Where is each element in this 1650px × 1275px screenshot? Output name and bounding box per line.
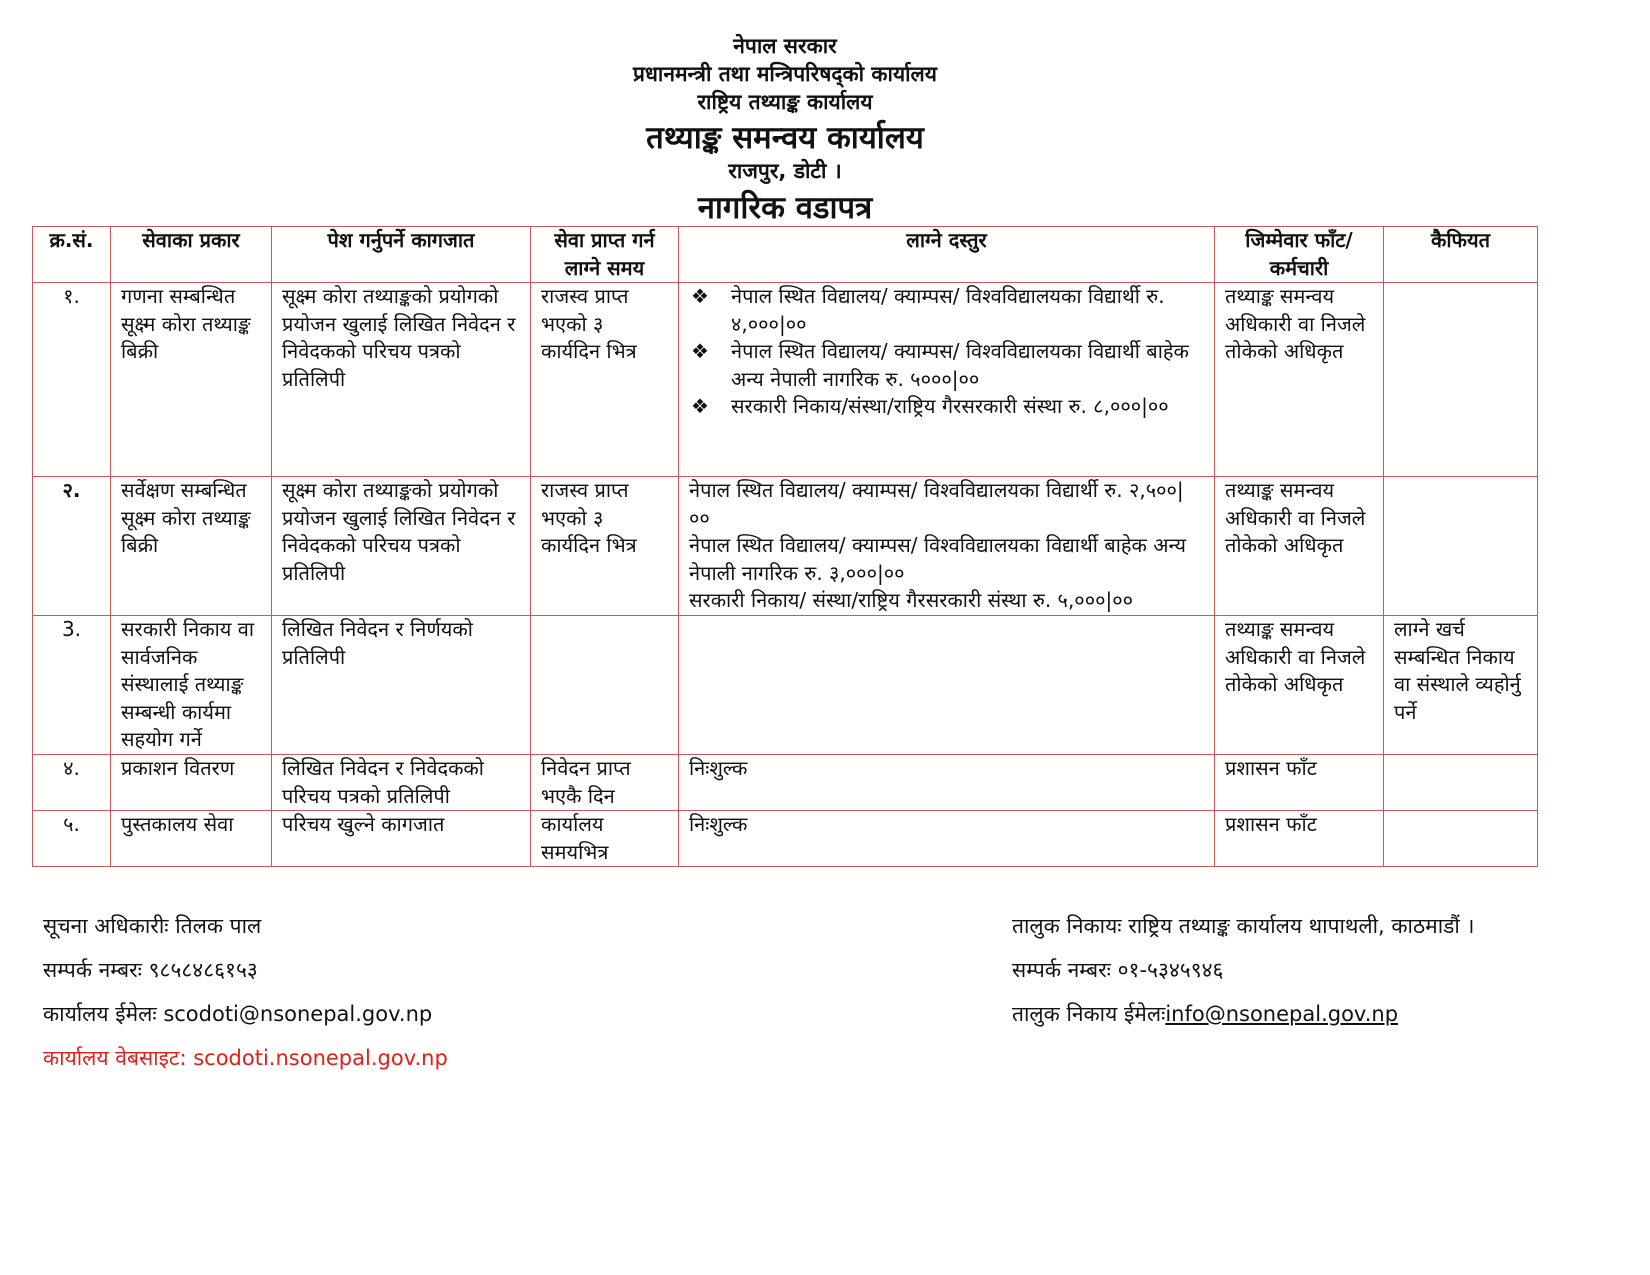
column-header: सेवाका प्रकार bbox=[111, 227, 272, 283]
fee-cell bbox=[679, 755, 1215, 811]
required-documents-cell: सूक्ष्म कोरा तथ्याङ्कको प्रयोगको प्रयोजन खुलाई लिखित निवेदन र निवेदकको परिचय पत्रको प्रतिलिपी bbox=[272, 283, 531, 477]
service-type-cell: सर्वेक्षण सम्बन्धित सूक्ष्म कोरा तथ्याङ्क बिक्री bbox=[111, 477, 272, 616]
required-documents-cell: लिखित निवेदन र निर्णयको प्रतिलिपी bbox=[272, 616, 531, 755]
fee-cell bbox=[679, 811, 1215, 867]
info-officer: सूचना अधिकारीः तिलक पाल bbox=[43, 914, 262, 938]
remarks-cell bbox=[1384, 477, 1538, 616]
ministry-name: प्रधानमन्त्री तथा मन्त्रिपरिषद्को कार्यालय bbox=[633, 62, 937, 86]
government-name: नेपाल सरकार bbox=[733, 34, 837, 58]
parent-contact: सम्पर्क नम्बरः ०१-५३४५९४६ bbox=[1012, 958, 1224, 982]
fee-item bbox=[689, 393, 1204, 421]
parent-body: तालुक निकायः राष्ट्रिय तथ्याङ्क कार्यालय थापाथली, काठमाडौं । bbox=[1012, 914, 1475, 938]
service-time-cell: निवेदन प्राप्त भएकै दिन bbox=[531, 755, 679, 811]
diamond-bullet-icon: ❖ bbox=[691, 284, 709, 308]
table-row bbox=[33, 755, 1538, 811]
department-name: राष्ट्रिय तथ्याङ्क कार्यालय bbox=[697, 90, 873, 114]
responsible-officer-cell: प्रशासन फाँट bbox=[1215, 811, 1384, 867]
office-name: तथ्याङ्क समन्वय कार्यालय bbox=[646, 120, 924, 156]
service-time-cell bbox=[531, 616, 679, 755]
serial-number-cell: ४. bbox=[33, 755, 111, 811]
office-contact: सम्पर्क नम्बरः ९८५८४८६१५३ bbox=[43, 958, 258, 982]
fee-text: निःशुल्क bbox=[689, 756, 748, 780]
service-time-cell: राजस्व प्राप्त भएको ३ कार्यदिन भित्र bbox=[531, 477, 679, 616]
table-row bbox=[33, 477, 1538, 616]
column-header: क्र.सं. bbox=[33, 227, 111, 283]
table-row bbox=[33, 616, 1538, 755]
service-type-cell: गणना सम्बन्धित सूक्ष्म कोरा तथ्याङ्क बिक्री bbox=[111, 283, 272, 477]
remarks-cell bbox=[1384, 755, 1538, 811]
service-time-cell: राजस्व प्राप्त भएको ३ कार्यदिन भित्र bbox=[531, 283, 679, 477]
fee-text: नेपाल स्थित विद्यालय/ क्याम्पस/ विश्वविद्यालयका विद्यार्थी रु. २,५००|०० bbox=[689, 478, 1184, 530]
column-header: लाग्ने दस्तुर bbox=[679, 227, 1215, 283]
service-type-cell: प्रकाशन वितरण bbox=[111, 755, 272, 811]
parent-email-line bbox=[1012, 1000, 1398, 1028]
table-header-row bbox=[33, 227, 1538, 283]
serial-number-cell: २. bbox=[33, 477, 111, 616]
fee-cell bbox=[679, 477, 1215, 616]
required-documents-cell: परिचय खुल्ने कागजात bbox=[272, 811, 531, 867]
remarks-cell: लाग्ने खर्च सम्बन्धित निकाय वा संस्थाले व्यहोर्नु पर्ने bbox=[1384, 616, 1538, 755]
office-website-link[interactable]: कार्यालय वेबसाइट: scodoti.nsonepal.gov.np bbox=[43, 1046, 448, 1070]
fee-text: सरकारी निकाय/संस्था/राष्ट्रिय गैरसरकारी संस्था रु. ८,०००|०० bbox=[731, 394, 1169, 418]
remarks-cell bbox=[1384, 283, 1538, 477]
service-time-cell: कार्यालय समयभित्र bbox=[531, 811, 679, 867]
responsible-officer-cell: तथ्याङ्क समन्वय अधिकारी वा निजले तोकेको अधिकृत bbox=[1215, 477, 1384, 616]
responsible-officer-cell: तथ्याङ्क समन्वय अधिकारी वा निजले तोकेको अधिकृत bbox=[1215, 616, 1384, 755]
serial-number-cell: १. bbox=[33, 283, 111, 477]
parent-email-link[interactable]: info@nsonepal.gov.np bbox=[1165, 1002, 1399, 1026]
responsible-officer-cell: प्रशासन फाँट bbox=[1215, 755, 1384, 811]
fee-cell bbox=[679, 616, 1215, 755]
table-row bbox=[33, 811, 1538, 867]
office-email-label: कार्यालय ईमेलः bbox=[43, 1002, 164, 1026]
serial-number-cell: ५. bbox=[33, 811, 111, 867]
service-type-cell: पुस्तकालय सेवा bbox=[111, 811, 272, 867]
fee-text: सरकारी निकाय/ संस्था/राष्ट्रिय गैरसरकारी संस्था रु. ५,०००|०० bbox=[689, 588, 1134, 612]
parent-email-label: तालुक निकाय ईमेलः bbox=[1012, 1002, 1166, 1026]
column-header: कैफियत bbox=[1384, 227, 1538, 283]
remarks-cell bbox=[1384, 811, 1538, 867]
table-row bbox=[33, 283, 1538, 477]
citizen-charter-table bbox=[32, 226, 1538, 867]
diamond-bullet-icon: ❖ bbox=[691, 394, 709, 418]
office-email-line bbox=[43, 1000, 432, 1028]
diamond-bullet-icon: ❖ bbox=[691, 339, 709, 363]
column-header: जिम्मेवार फाँट/कर्मचारी bbox=[1215, 227, 1384, 283]
fee-text: नेपाल स्थित विद्यालय/ क्याम्पस/ विश्वविद्यालयका विद्यार्थी बाहेक अन्य नेपाली नागरिक रु. ३,०००|०० bbox=[689, 533, 1186, 585]
serial-number-cell: 3. bbox=[33, 616, 111, 755]
service-type-cell: सरकारी निकाय वा सार्वजनिक संस्थालाई तथ्याङ्क सम्बन्धी कार्यमा सहयोग गर्ने bbox=[111, 616, 272, 755]
required-documents-cell: लिखित निवेदन र निवेदकको परिचय पत्रको प्रतिलिपी bbox=[272, 755, 531, 811]
fee-item bbox=[689, 283, 1204, 338]
fee-cell bbox=[679, 283, 1215, 477]
fee-item bbox=[689, 338, 1204, 393]
office-email-link[interactable]: scodoti@nsonepal.gov.np bbox=[163, 1002, 433, 1026]
office-location: राजपुर, डोटी । bbox=[728, 159, 842, 183]
column-header: पेश गर्नुपर्ने कागजात bbox=[272, 227, 531, 283]
fee-text: नेपाल स्थित विद्यालय/ क्याम्पस/ विश्वविद्यालयका विद्यार्थी रु. ४,०००|०० bbox=[731, 284, 1165, 336]
required-documents-cell: सूक्ष्म कोरा तथ्याङ्कको प्रयोगको प्रयोजन खुलाई लिखित निवेदन र निवेदकको परिचय पत्रको प्रतिलिपी bbox=[272, 477, 531, 616]
fee-text: नेपाल स्थित विद्यालय/ क्याम्पस/ विश्वविद्यालयका विद्यार्थी बाहेक अन्य नेपाली नागरिक रु. ५०००|०० bbox=[731, 339, 1189, 391]
fee-text: निःशुल्क bbox=[689, 812, 748, 836]
column-header: सेवा प्राप्त गर्न लाग्ने समय bbox=[531, 227, 679, 283]
page-title: नागरिक वडापत्र bbox=[697, 190, 873, 226]
responsible-officer-cell: तथ्याङ्क समन्वय अधिकारी वा निजले तोकेको अधिकृत bbox=[1215, 283, 1384, 477]
